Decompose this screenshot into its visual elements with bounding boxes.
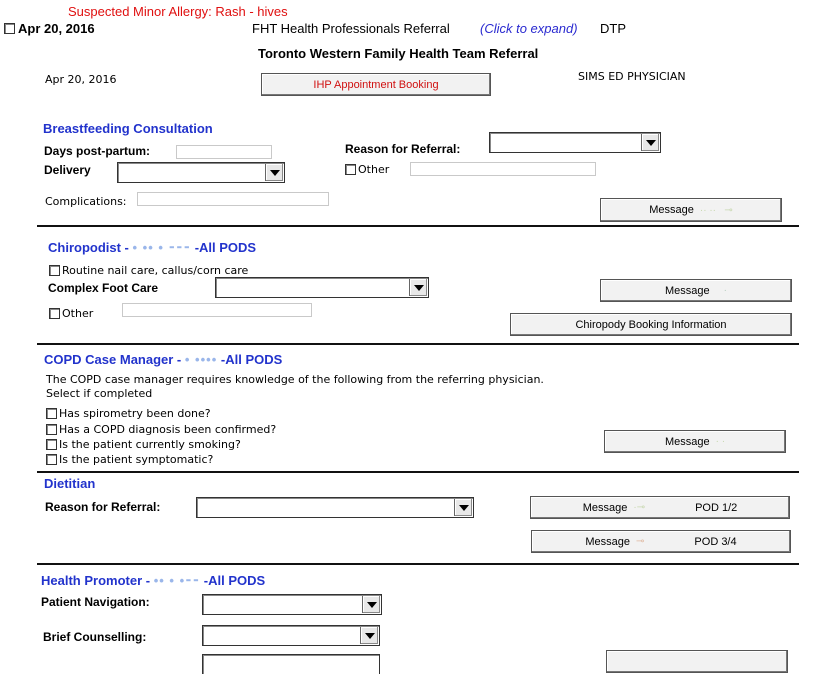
section-divider [37, 343, 799, 345]
complications-input[interactable] [137, 192, 329, 206]
form-date: Apr 20, 2016 [45, 73, 117, 86]
breastfeeding-other-label: Other [358, 163, 390, 176]
patient-navigation-select[interactable] [202, 594, 382, 615]
chiropodist-other-input[interactable] [122, 303, 312, 317]
chevron-down-icon [360, 627, 378, 644]
routine-nail-care-label: Routine nail care, callus/corn care [62, 264, 249, 277]
reason-for-referral-label: Reason for Referral: [345, 142, 461, 156]
copd-diagnosis-checkbox[interactable] [46, 424, 57, 435]
complex-foot-care-label: Complex Foot Care [48, 281, 159, 295]
routine-nail-care-checkbox[interactable] [49, 265, 60, 276]
symptomatic-label: Is the patient symptomatic? [59, 453, 214, 466]
copd-diagnosis-label: Has a COPD diagnosis been confirmed? [59, 423, 277, 436]
copd-description: The COPD case manager requires knowledge of the following from the referring physician. [46, 373, 544, 386]
allergy-warning: Suspected Minor Allergy: Rash - hives [68, 4, 288, 19]
chevron-down-icon [265, 164, 283, 181]
entry-date: Apr 20, 2016 [18, 21, 95, 36]
delivery-select[interactable] [117, 162, 285, 183]
spirometry-label: Has spirometry been done? [59, 407, 211, 420]
form-title: Toronto Western Family Health Team Referral [258, 46, 539, 61]
chevron-down-icon [641, 134, 659, 151]
smoking-checkbox[interactable] [46, 439, 57, 450]
breastfeeding-other-checkbox[interactable] [345, 164, 356, 175]
spirometry-checkbox[interactable] [46, 408, 57, 419]
chiropody-booking-info-button[interactable]: Chiropody Booking Information [510, 313, 792, 336]
health-promoter-message-button[interactable] [606, 650, 788, 673]
chevron-down-icon [409, 279, 427, 296]
complications-label: Complications: [45, 195, 127, 208]
brief-counselling-select[interactable] [202, 625, 380, 646]
entry-checkbox[interactable] [4, 23, 15, 34]
next-select[interactable] [202, 654, 380, 674]
dietitian-message-pod12-button[interactable]: Message ·⊸ POD 1/2 [530, 496, 790, 519]
health-promoter-section-title: Health Promoter - •• • •⁃⁃ -All PODS [41, 573, 266, 588]
days-postpartum-input[interactable] [176, 145, 272, 159]
chiropodist-message-button[interactable]: Message · [600, 279, 792, 302]
section-divider [37, 471, 799, 473]
breastfeeding-message-button[interactable]: Message ·· ·· ⊸ [600, 198, 782, 222]
copd-select-text: Select if completed [46, 387, 153, 400]
physician-name: SIMS ED PHYSICIAN [578, 70, 686, 83]
chiropodist-section-title: Chiropodist - • •• • ⁃⁃⁃ -All PODS [48, 240, 257, 255]
complex-foot-care-select[interactable] [215, 277, 429, 298]
chevron-down-icon [454, 499, 472, 516]
brief-counselling-label: Brief Counselling: [43, 630, 147, 644]
breastfeeding-reason-select[interactable] [489, 132, 661, 153]
breastfeeding-section-title: Breastfeeding Consultation [43, 121, 213, 136]
dietitian-reason-label: Reason for Referral: [45, 500, 161, 514]
ihp-appointment-booking-button[interactable]: IHP Appointment Booking [261, 73, 491, 96]
days-postpartum-label: Days post-partum: [44, 144, 151, 158]
expand-link[interactable]: (Click to expand) [480, 21, 578, 36]
patient-navigation-label: Patient Navigation: [41, 595, 150, 609]
dietitian-reason-select[interactable] [196, 497, 474, 518]
section-divider [37, 563, 799, 565]
form-name: FHT Health Professionals Referral [252, 21, 450, 36]
chiropodist-other-label: Other [62, 307, 94, 320]
chevron-down-icon [362, 596, 380, 613]
delivery-label: Delivery [44, 163, 91, 177]
copd-section-title: COPD Case Manager - • •••• -All PODS [44, 352, 283, 367]
smoking-label: Is the patient currently smoking? [59, 438, 241, 451]
chiropodist-other-checkbox[interactable] [49, 308, 60, 319]
dietitian-section-title: Dietitian [44, 476, 96, 491]
breastfeeding-other-input[interactable] [410, 162, 596, 176]
section-divider [37, 225, 799, 227]
symptomatic-checkbox[interactable] [46, 454, 57, 465]
copd-message-button[interactable]: Message · · [604, 430, 786, 453]
author-initials: DTP [600, 21, 626, 36]
dietitian-message-pod34-button[interactable]: Message ⊸ POD 3/4 [531, 530, 791, 553]
